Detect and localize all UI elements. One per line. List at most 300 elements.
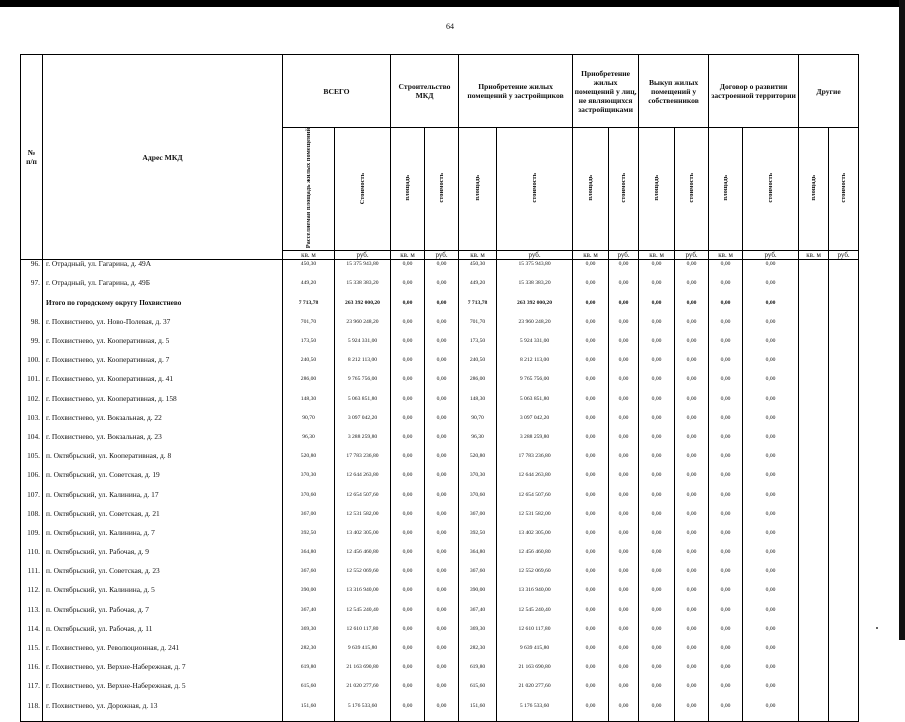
row-value-1: 12 531 582,00 [335,510,391,529]
row-value-3: 0,00 [425,356,459,375]
row-value-11: 0,00 [743,414,799,433]
row-value-6: 0,00 [573,567,609,586]
row-value-6: 0,00 [573,452,609,471]
row-value-0: 240,50 [283,356,335,375]
row-value-6: 0,00 [573,510,609,529]
row-value-11: 0,00 [743,625,799,644]
row-value-10: 0,00 [709,606,743,625]
row-value-13 [829,318,859,337]
row-address: г. Похвистнево, ул. Вокзальная, д. 23 [43,433,283,452]
row-value-4: 449,20 [459,279,497,298]
row-value-8: 0,00 [639,395,675,414]
table-row [21,663,859,682]
row-value-10: 0,00 [709,299,743,318]
header-unit-10: кв. м [709,251,743,260]
row-value-5: 9 765 756,00 [497,375,573,394]
row-value-4: 90,70 [459,414,497,433]
row-value-13 [829,606,859,625]
row-value-3: 0,00 [425,491,459,510]
row-value-1: 12 456 460,80 [335,548,391,567]
row-value-6: 0,00 [573,337,609,356]
row-number: 107. [21,491,43,510]
row-value-2: 0,00 [391,433,425,452]
row-value-0: 370,60 [283,491,335,510]
row-value-5: 263 392 000,20 [497,299,573,318]
row-number: 118. [21,702,43,722]
row-value-13 [829,452,859,471]
row-value-3: 0,00 [425,414,459,433]
row-value-5: 12 456 460,80 [497,548,573,567]
row-number: 116. [21,663,43,682]
row-value-12 [799,682,829,701]
header-unit-5: руб. [497,251,573,260]
row-address: г. Похвистнево, ул. Вокзальная, д. 22 [43,414,283,433]
row-number: 113. [21,606,43,625]
row-value-4: 173,50 [459,337,497,356]
row-value-3: 0,00 [425,452,459,471]
table-total-row [21,299,859,318]
row-value-7: 0,00 [609,625,639,644]
row-value-4: 364,80 [459,548,497,567]
row-value-4: 369,30 [459,625,497,644]
row-value-12 [799,548,829,567]
row-value-9: 0,00 [675,491,709,510]
row-value-7: 0,00 [609,356,639,375]
row-value-8: 0,00 [639,625,675,644]
row-value-7: 0,00 [609,318,639,337]
row-value-13 [829,548,859,567]
row-value-6: 0,00 [573,375,609,394]
row-value-9: 0,00 [675,471,709,490]
row-value-3: 0,00 [425,260,459,280]
row-address: п. Октябрьский, ул. Рабочая, д. 7 [43,606,283,625]
row-address: п. Октябрьский, ул. Советская, д. 23 [43,567,283,586]
row-value-11: 0,00 [743,586,799,605]
row-value-8: 0,00 [639,452,675,471]
row-value-6: 0,00 [573,356,609,375]
row-value-3: 0,00 [425,318,459,337]
row-value-4: 151,60 [459,702,497,722]
row-value-8: 0,00 [639,414,675,433]
row-address: п. Октябрьский, ул. Калинина, д. 5 [43,586,283,605]
row-value-13 [829,682,859,701]
row-value-1: 5 924 331,00 [335,337,391,356]
row-value-7: 0,00 [609,529,639,548]
row-value-11: 0,00 [743,567,799,586]
row-value-0: 367,00 [283,510,335,529]
row-value-6: 0,00 [573,644,609,663]
row-value-0: 701,70 [283,318,335,337]
row-value-5: 3 097 042,20 [497,414,573,433]
row-value-6: 0,00 [573,606,609,625]
row-value-1: 15 375 943,80 [335,260,391,280]
table-row [21,491,859,510]
row-value-1: 3 097 042,20 [335,414,391,433]
row-value-7: 0,00 [609,682,639,701]
row-value-10: 0,00 [709,318,743,337]
row-value-10: 0,00 [709,471,743,490]
header-sub-label: площадь [810,175,818,201]
row-value-11: 0,00 [743,356,799,375]
header-unit-12: кв. м [799,251,829,260]
row-value-11: 0,00 [743,606,799,625]
row-value-7: 0,00 [609,471,639,490]
row-value-9: 0,00 [675,260,709,280]
row-value-9: 0,00 [675,529,709,548]
row-value-4: 286,00 [459,375,497,394]
row-value-0: 282,30 [283,644,335,663]
row-value-13 [829,395,859,414]
row-address: п. Октябрьский, ул. Советская, д. 19 [43,471,283,490]
row-value-1: 15 338 383,20 [335,279,391,298]
row-number: 115. [21,644,43,663]
row-value-5: 12 654 507,60 [497,491,573,510]
row-value-5: 12 644 263,80 [497,471,573,490]
row-value-6: 0,00 [573,279,609,298]
row-value-1: 13 402 305,00 [335,529,391,548]
row-value-10: 0,00 [709,414,743,433]
row-value-7: 0,00 [609,375,639,394]
row-value-5: 12 552 069,60 [497,567,573,586]
row-value-12 [799,356,829,375]
row-number: 104. [21,433,43,452]
table-row [21,567,859,586]
header-sub-1 [335,128,391,251]
row-value-1: 12 545 240,40 [335,606,391,625]
header-unit-7: руб. [609,251,639,260]
row-value-13 [829,625,859,644]
row-value-4: 148,30 [459,395,497,414]
row-number: 97. [21,279,43,298]
row-value-0: 90,70 [283,414,335,433]
row-value-12 [799,337,829,356]
row-value-7: 0,00 [609,644,639,663]
row-value-4: 615,60 [459,682,497,701]
header-sub-label: стоимость [767,173,775,203]
row-value-9: 0,00 [675,644,709,663]
row-value-3: 0,00 [425,299,459,318]
row-value-13 [829,433,859,452]
row-value-5: 23 960 248,20 [497,318,573,337]
row-value-8: 0,00 [639,682,675,701]
table-row [21,471,859,490]
row-value-5: 15 375 943,80 [497,260,573,280]
header-group-development-agreement: Договор о развитии застроенной территории [709,55,799,128]
row-value-11: 0,00 [743,510,799,529]
header-sub-label: площадь [404,175,412,201]
row-value-1: 263 392 000,20 [335,299,391,318]
row-value-7: 0,00 [609,260,639,280]
row-value-6: 0,00 [573,548,609,567]
row-value-9: 0,00 [675,299,709,318]
row-value-2: 0,00 [391,395,425,414]
row-value-0: 148,30 [283,395,335,414]
header-sub-13 [829,128,859,251]
row-value-11: 0,00 [743,299,799,318]
row-number: 103. [21,414,43,433]
row-value-3: 0,00 [425,625,459,644]
row-value-2: 0,00 [391,682,425,701]
row-value-9: 0,00 [675,625,709,644]
row-value-2: 0,00 [391,318,425,337]
row-value-2: 0,00 [391,586,425,605]
header-sub-8 [639,128,675,251]
row-number: 112. [21,586,43,605]
row-number: 98. [21,318,43,337]
row-value-8: 0,00 [639,318,675,337]
header-sub-2 [391,128,425,251]
row-number: 106. [21,471,43,490]
row-value-8: 0,00 [639,663,675,682]
header-sub-label: стоимость [688,173,696,203]
row-value-12 [799,414,829,433]
row-value-2: 0,00 [391,452,425,471]
row-number: 99. [21,337,43,356]
row-address: Итого по городскому округу Похвистнево [43,299,283,318]
table-row [21,318,859,337]
row-value-5: 5 176 533,60 [497,702,573,722]
row-value-10: 0,00 [709,682,743,701]
row-value-3: 0,00 [425,510,459,529]
row-value-3: 0,00 [425,471,459,490]
row-value-6: 0,00 [573,663,609,682]
header-address: Адрес МКД [43,55,283,260]
row-value-6: 0,00 [573,318,609,337]
row-value-4: 367,00 [459,510,497,529]
row-value-10: 0,00 [709,395,743,414]
row-value-12 [799,702,829,722]
header-sub-10 [709,128,743,251]
row-value-9: 0,00 [675,510,709,529]
row-value-3: 0,00 [425,567,459,586]
row-value-9: 0,00 [675,663,709,682]
row-value-12 [799,510,829,529]
row-address: г. Отрадный, ул. Гагарина, д. 49Б [43,279,283,298]
row-value-1: 9 765 756,00 [335,375,391,394]
row-value-8: 0,00 [639,644,675,663]
header-sub-5 [497,128,573,251]
row-value-7: 0,00 [609,395,639,414]
row-value-13 [829,375,859,394]
row-number: 111. [21,567,43,586]
header-unit-4: кв. м [459,251,497,260]
row-value-12 [799,471,829,490]
row-value-4: 370,30 [459,471,497,490]
row-value-1: 8 212 113,00 [335,356,391,375]
row-value-8: 0,00 [639,471,675,490]
row-value-3: 0,00 [425,702,459,722]
row-value-10: 0,00 [709,260,743,280]
row-value-3: 0,00 [425,586,459,605]
header-sub-label: площадь [653,175,661,201]
header-number: № п/п [21,55,43,260]
row-value-8: 0,00 [639,606,675,625]
table-row [21,644,859,663]
row-value-0: 449,20 [283,279,335,298]
row-value-6: 0,00 [573,260,609,280]
row-value-0: 173,50 [283,337,335,356]
table-row [21,433,859,452]
row-value-13 [829,471,859,490]
row-value-8: 0,00 [639,491,675,510]
header-sub-label: Стоимость [359,172,366,204]
table-row [21,529,859,548]
row-value-12 [799,279,829,298]
row-value-5: 13 316 940,00 [497,586,573,605]
row-value-2: 0,00 [391,337,425,356]
row-number: 96. [21,260,43,280]
row-value-10: 0,00 [709,356,743,375]
row-value-2: 0,00 [391,663,425,682]
row-number: 108. [21,510,43,529]
table-row [21,548,859,567]
row-value-10: 0,00 [709,279,743,298]
header-sub-11 [743,128,799,251]
row-value-11: 0,00 [743,433,799,452]
row-address: г. Похвистнево, ул. Ново-Полевая, д. 37 [43,318,283,337]
header-unit-3: руб. [425,251,459,260]
row-value-2: 0,00 [391,702,425,722]
row-value-1: 21 020 277,60 [335,682,391,701]
row-address: п. Октябрьский, ул. Рабочая, д. 11 [43,625,283,644]
row-value-5: 12 610 117,80 [497,625,573,644]
row-address: г. Похвистнево, ул. Революционная, д. 241 [43,644,283,663]
table-row [21,356,859,375]
header-group-total: ВСЕГО [283,55,391,128]
row-value-5: 21 020 277,60 [497,682,573,701]
row-value-6: 0,00 [573,433,609,452]
header-unit-2: кв. м [391,251,425,260]
row-value-4: 390,00 [459,586,497,605]
row-value-12 [799,644,829,663]
row-value-1: 12 552 069,60 [335,567,391,586]
row-value-8: 0,00 [639,548,675,567]
row-value-1: 5 176 533,60 [335,702,391,722]
row-address: г. Похвистнево, ул. Кооперативная, д. 5 [43,337,283,356]
row-number: 105. [21,452,43,471]
row-value-4: 367,40 [459,606,497,625]
row-value-11: 0,00 [743,260,799,280]
row-value-13 [829,299,859,318]
row-value-1: 3 288 259,80 [335,433,391,452]
row-value-10: 0,00 [709,644,743,663]
table-row [21,586,859,605]
row-value-11: 0,00 [743,702,799,722]
row-value-11: 0,00 [743,337,799,356]
header-sub-7 [609,128,639,251]
row-value-9: 0,00 [675,567,709,586]
row-value-2: 0,00 [391,260,425,280]
row-value-2: 0,00 [391,471,425,490]
row-value-3: 0,00 [425,375,459,394]
row-value-0: 367,40 [283,606,335,625]
row-value-6: 0,00 [573,414,609,433]
row-value-1: 12 610 117,80 [335,625,391,644]
row-value-2: 0,00 [391,375,425,394]
row-value-9: 0,00 [675,452,709,471]
row-value-11: 0,00 [743,318,799,337]
row-value-5: 5 924 331,00 [497,337,573,356]
row-value-9: 0,00 [675,279,709,298]
row-value-5: 5 063 851,80 [497,395,573,414]
row-value-6: 0,00 [573,395,609,414]
row-value-7: 0,00 [609,491,639,510]
row-value-8: 0,00 [639,433,675,452]
row-value-0: 520,80 [283,452,335,471]
header-sub-label: площадь [474,175,482,201]
row-value-3: 0,00 [425,279,459,298]
header-sub-label: стоимость [620,173,628,203]
row-value-13 [829,414,859,433]
table-row [21,452,859,471]
row-value-12 [799,375,829,394]
row-value-7: 0,00 [609,606,639,625]
row-value-7: 0,00 [609,548,639,567]
row-value-10: 0,00 [709,586,743,605]
row-value-13 [829,663,859,682]
row-value-7: 0,00 [609,663,639,682]
header-sub-label: стоимость [438,173,446,203]
row-value-9: 0,00 [675,356,709,375]
row-value-9: 0,00 [675,337,709,356]
row-value-3: 0,00 [425,548,459,567]
row-value-12 [799,625,829,644]
row-value-10: 0,00 [709,567,743,586]
scan-right-edge [899,0,905,640]
row-number: 117. [21,682,43,701]
row-address: г. Похвистнево, ул. Кооперативная, д. 7 [43,356,283,375]
row-number: 100. [21,356,43,375]
header-sub-4 [459,128,497,251]
header-sub-label: площадь [722,175,730,201]
row-value-6: 0,00 [573,529,609,548]
row-value-5: 17 783 236,80 [497,452,573,471]
row-value-13 [829,567,859,586]
row-value-5: 12 545 240,40 [497,606,573,625]
row-value-4: 370,60 [459,491,497,510]
row-value-2: 0,00 [391,491,425,510]
row-value-7: 0,00 [609,337,639,356]
header-sub-12 [799,128,829,251]
row-value-5: 3 288 259,80 [497,433,573,452]
row-value-9: 0,00 [675,375,709,394]
row-value-9: 0,00 [675,414,709,433]
row-value-7: 0,00 [609,299,639,318]
table-row [21,279,859,298]
header-sub-9 [675,128,709,251]
resettlement-table [20,54,859,722]
row-value-11: 0,00 [743,682,799,701]
row-value-0: 7 713,78 [283,299,335,318]
row-value-0: 392,50 [283,529,335,548]
row-value-1: 13 316 940,00 [335,586,391,605]
header-unit-0: кв. м [283,251,335,260]
row-value-4: 619,80 [459,663,497,682]
table-row [21,606,859,625]
row-value-10: 0,00 [709,529,743,548]
row-value-8: 0,00 [639,299,675,318]
row-value-1: 5 063 851,80 [335,395,391,414]
row-value-11: 0,00 [743,452,799,471]
row-value-8: 0,00 [639,375,675,394]
scan-speck [876,627,878,629]
table-row [21,510,859,529]
row-value-4: 282,30 [459,644,497,663]
row-value-11: 0,00 [743,644,799,663]
row-value-4: 96,30 [459,433,497,452]
row-value-9: 0,00 [675,318,709,337]
row-value-12 [799,529,829,548]
